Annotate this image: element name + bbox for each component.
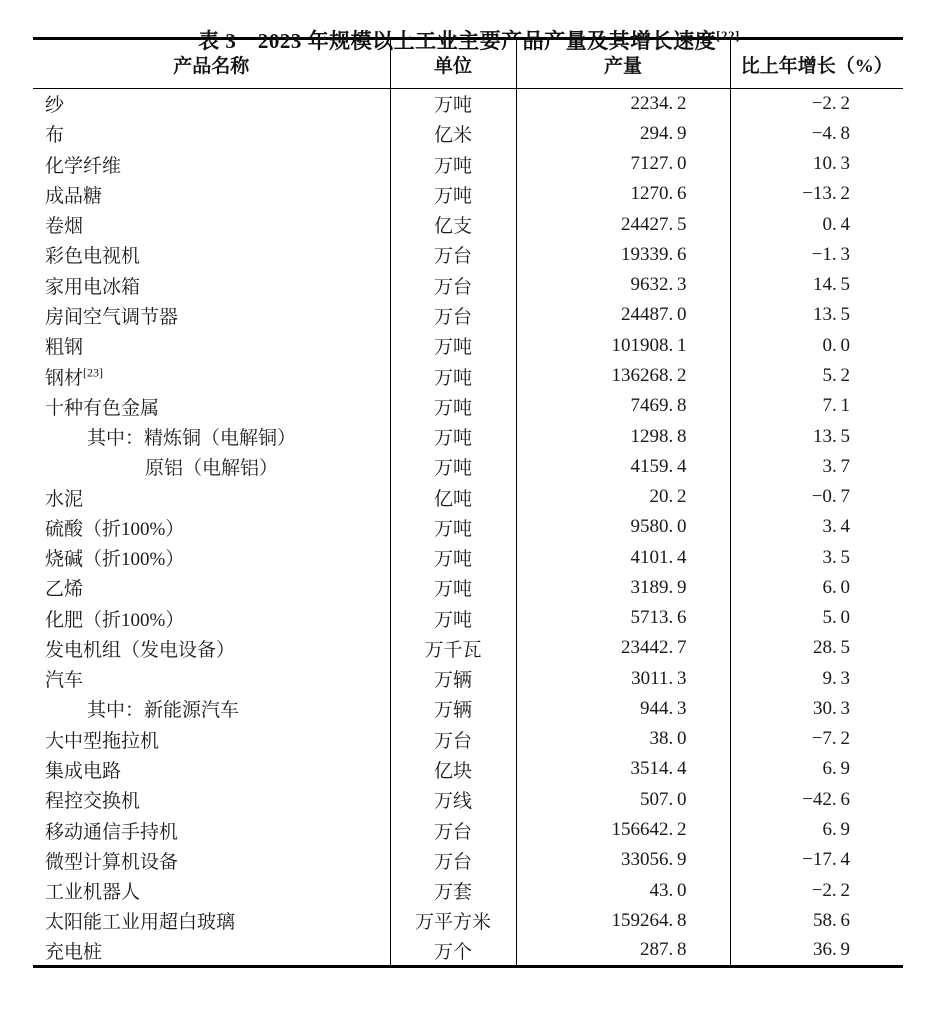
growth-value-cell: 0. 0 (730, 331, 903, 361)
product-name: 程控交换机 (45, 791, 141, 813)
growth-value-cell: 6. 0 (730, 573, 903, 603)
output-value-cell: 2234. 2 (516, 89, 730, 119)
industrial-products-table (33, 37, 903, 968)
product-name: 大中型拖拉机 (45, 730, 160, 752)
unit-cell: 万辆 (390, 664, 516, 694)
product-name: 其中：新能源汽车 (87, 700, 240, 722)
output-value-cell: 4101. 4 (516, 542, 730, 572)
unit-cell: 万吨 (390, 331, 516, 361)
product-name-cell (33, 906, 390, 936)
output-value-cell: 507. 0 (516, 785, 730, 815)
product-name: 硫酸（折100%） (45, 518, 185, 540)
title-footnote-ref: [22] (716, 28, 740, 43)
growth-value-cell: 13. 5 (730, 300, 903, 330)
table-title (198, 29, 740, 53)
product-name: 烧碱（折100%） (45, 549, 185, 571)
growth-value-cell: 3. 4 (730, 512, 903, 542)
product-name-cell (33, 421, 390, 451)
output-value-cell: 944. 3 (516, 694, 730, 724)
product-name-cell (33, 240, 390, 270)
table-body (33, 89, 903, 967)
unit-cell: 万吨 (390, 89, 516, 119)
column-header-growth: 比上年增长（%） (730, 39, 903, 89)
product-name-cell (33, 300, 390, 330)
growth-value-cell: −17. 4 (730, 845, 903, 875)
product-name-cell (33, 754, 390, 784)
output-value-cell: 1298. 8 (516, 421, 730, 451)
product-name: 彩色电视机 (45, 246, 141, 268)
output-value-cell: 287. 8 (516, 936, 730, 966)
product-name-cell (33, 149, 390, 179)
growth-value-cell: 3. 5 (730, 542, 903, 572)
table-row (33, 845, 903, 875)
table-row (33, 694, 903, 724)
product-name-cell (33, 573, 390, 603)
unit-cell: 万千瓦 (390, 633, 516, 663)
unit-cell: 万线 (390, 785, 516, 815)
product-name: 化肥（折100%） (45, 609, 185, 631)
product-name-cell (33, 815, 390, 845)
growth-value-cell: 6. 9 (730, 754, 903, 784)
growth-value-cell: −1. 3 (730, 240, 903, 270)
product-name: 化学纤维 (45, 155, 122, 177)
product-name-cell (33, 391, 390, 421)
unit-cell: 万个 (390, 936, 516, 966)
output-value-cell: 33056. 9 (516, 845, 730, 875)
growth-value-cell: −7. 2 (730, 724, 903, 754)
output-value-cell: 1270. 6 (516, 179, 730, 209)
growth-value-cell: 5. 2 (730, 361, 903, 391)
table-title-text: 表 3 2023 年规模以上工业主要产品产量及其增长速度 (198, 29, 717, 53)
product-name: 充电桩 (45, 941, 103, 963)
table-row (33, 754, 903, 784)
unit-cell: 万吨 (390, 179, 516, 209)
growth-value-cell: 30. 3 (730, 694, 903, 724)
product-name: 成品糖 (45, 185, 103, 207)
unit-cell: 万吨 (390, 452, 516, 482)
unit-cell: 万辆 (390, 694, 516, 724)
table-row (33, 573, 903, 603)
table-row (33, 815, 903, 845)
output-value-cell: 3011. 3 (516, 664, 730, 694)
product-name: 其中：精炼铜（电解铜） (87, 428, 297, 450)
product-name: 家用电冰箱 (45, 276, 141, 298)
unit-cell: 万吨 (390, 391, 516, 421)
product-name: 工业机器人 (45, 882, 141, 904)
growth-value-cell: 58. 6 (730, 906, 903, 936)
product-name: 太阳能工业用超白玻璃 (45, 912, 236, 934)
product-name: 移动通信手持机 (45, 821, 179, 843)
product-name-cell (33, 694, 390, 724)
growth-value-cell: 13. 5 (730, 421, 903, 451)
product-name-cell (33, 119, 390, 149)
unit-cell: 亿米 (390, 119, 516, 149)
output-value-cell: 38. 0 (516, 724, 730, 754)
growth-value-cell: 3. 7 (730, 452, 903, 482)
growth-value-cell: −2. 2 (730, 89, 903, 119)
product-name: 微型计算机设备 (45, 851, 179, 873)
table-row (33, 603, 903, 633)
product-name: 纱 (45, 95, 65, 117)
product-name-cell (33, 482, 390, 512)
unit-cell: 万台 (390, 815, 516, 845)
product-name: 房间空气调节器 (45, 306, 179, 328)
table-row (33, 906, 903, 936)
unit-cell: 亿支 (390, 210, 516, 240)
product-name-cell (33, 270, 390, 300)
product-name: 集成电路 (45, 760, 122, 782)
table-row (33, 482, 903, 512)
table-row (33, 210, 903, 240)
product-name: 汽车 (45, 670, 84, 692)
table-row (33, 89, 903, 119)
product-name-cell (33, 724, 390, 754)
output-value-cell: 20. 2 (516, 482, 730, 512)
output-value-cell: 24427. 5 (516, 210, 730, 240)
table-row (33, 361, 903, 391)
table-row (33, 300, 903, 330)
product-name-cell (33, 542, 390, 572)
unit-cell: 万平方米 (390, 906, 516, 936)
unit-cell: 万套 (390, 875, 516, 905)
output-value-cell: 136268. 2 (516, 361, 730, 391)
table-row (33, 421, 903, 451)
unit-cell: 万吨 (390, 603, 516, 633)
unit-cell: 万台 (390, 724, 516, 754)
growth-value-cell: 14. 5 (730, 270, 903, 300)
product-name-cell (33, 664, 390, 694)
unit-cell: 万吨 (390, 512, 516, 542)
product-name: 乙烯 (45, 579, 84, 601)
growth-value-cell: −2. 2 (730, 875, 903, 905)
table-row (33, 179, 903, 209)
output-value-cell: 7127. 0 (516, 149, 730, 179)
unit-cell: 万吨 (390, 573, 516, 603)
table-row (33, 785, 903, 815)
footnote-ref: [23] (83, 365, 104, 380)
output-value-cell: 3189. 9 (516, 573, 730, 603)
growth-value-cell: −13. 2 (730, 179, 903, 209)
table-row (33, 724, 903, 754)
output-value-cell: 9632. 3 (516, 270, 730, 300)
output-value-cell: 101908. 1 (516, 331, 730, 361)
unit-cell: 万台 (390, 240, 516, 270)
growth-value-cell: 28. 5 (730, 633, 903, 663)
product-name: 原铝（电解铝） (145, 458, 279, 480)
output-value-cell: 43. 0 (516, 875, 730, 905)
output-value-cell: 3514. 4 (516, 754, 730, 784)
product-name-cell (33, 875, 390, 905)
product-name-cell (33, 210, 390, 240)
output-value-cell: 159264. 8 (516, 906, 730, 936)
output-value-cell: 7469. 8 (516, 391, 730, 421)
growth-value-cell: 0. 4 (730, 210, 903, 240)
growth-value-cell: 10. 3 (730, 149, 903, 179)
product-name-cell (33, 785, 390, 815)
growth-value-cell: 9. 3 (730, 664, 903, 694)
growth-value-cell: 6. 9 (730, 815, 903, 845)
unit-cell: 万吨 (390, 542, 516, 572)
product-name-cell (33, 89, 390, 119)
product-name: 发电机组（发电设备） (45, 639, 236, 661)
output-value-cell: 294. 9 (516, 119, 730, 149)
output-value-cell: 19339. 6 (516, 240, 730, 270)
unit-cell: 万台 (390, 270, 516, 300)
output-value-cell: 24487. 0 (516, 300, 730, 330)
product-name: 布 (45, 125, 65, 147)
product-name: 水泥 (45, 488, 84, 510)
product-name-cell (33, 936, 390, 966)
unit-cell: 万吨 (390, 149, 516, 179)
product-name-cell (33, 845, 390, 875)
growth-value-cell: 7. 1 (730, 391, 903, 421)
product-name-cell (33, 361, 390, 391)
product-name-cell (33, 633, 390, 663)
output-value-cell: 156642. 2 (516, 815, 730, 845)
product-name: 十种有色金属 (45, 397, 160, 419)
output-value-cell: 23442. 7 (516, 633, 730, 663)
product-name-cell (33, 331, 390, 361)
growth-value-cell: 36. 9 (730, 936, 903, 966)
output-value-cell: 4159. 4 (516, 452, 730, 482)
column-header-unit: 单位 (390, 39, 516, 89)
table-row (33, 149, 903, 179)
unit-cell: 万吨 (390, 361, 516, 391)
unit-cell: 亿块 (390, 754, 516, 784)
column-header-product-name: 产品名称 (33, 39, 390, 89)
unit-cell: 万台 (390, 300, 516, 330)
product-name: 粗钢 (45, 337, 84, 359)
table-row (33, 119, 903, 149)
table-row (33, 240, 903, 270)
table-row (33, 270, 903, 300)
product-name: 钢材 (45, 367, 84, 389)
column-header-output: 产量 (516, 39, 730, 89)
output-value-cell: 9580. 0 (516, 512, 730, 542)
product-name-cell (33, 452, 390, 482)
product-name-cell (33, 179, 390, 209)
unit-cell: 万吨 (390, 421, 516, 451)
table-row (33, 391, 903, 421)
table-row (33, 452, 903, 482)
table-row (33, 936, 903, 966)
table-row (33, 633, 903, 663)
table-row (33, 664, 903, 694)
product-name-cell (33, 603, 390, 633)
unit-cell: 亿吨 (390, 482, 516, 512)
product-name-cell (33, 512, 390, 542)
output-value-cell: 5713. 6 (516, 603, 730, 633)
growth-value-cell: −4. 8 (730, 119, 903, 149)
table-row (33, 542, 903, 572)
product-name: 卷烟 (45, 216, 84, 238)
growth-value-cell: 5. 0 (730, 603, 903, 633)
table-row (33, 512, 903, 542)
table-row (33, 331, 903, 361)
table-row (33, 875, 903, 905)
growth-value-cell: −0. 7 (730, 482, 903, 512)
unit-cell: 万台 (390, 845, 516, 875)
growth-value-cell: −42. 6 (730, 785, 903, 815)
table-title-row (0, 0, 938, 53)
